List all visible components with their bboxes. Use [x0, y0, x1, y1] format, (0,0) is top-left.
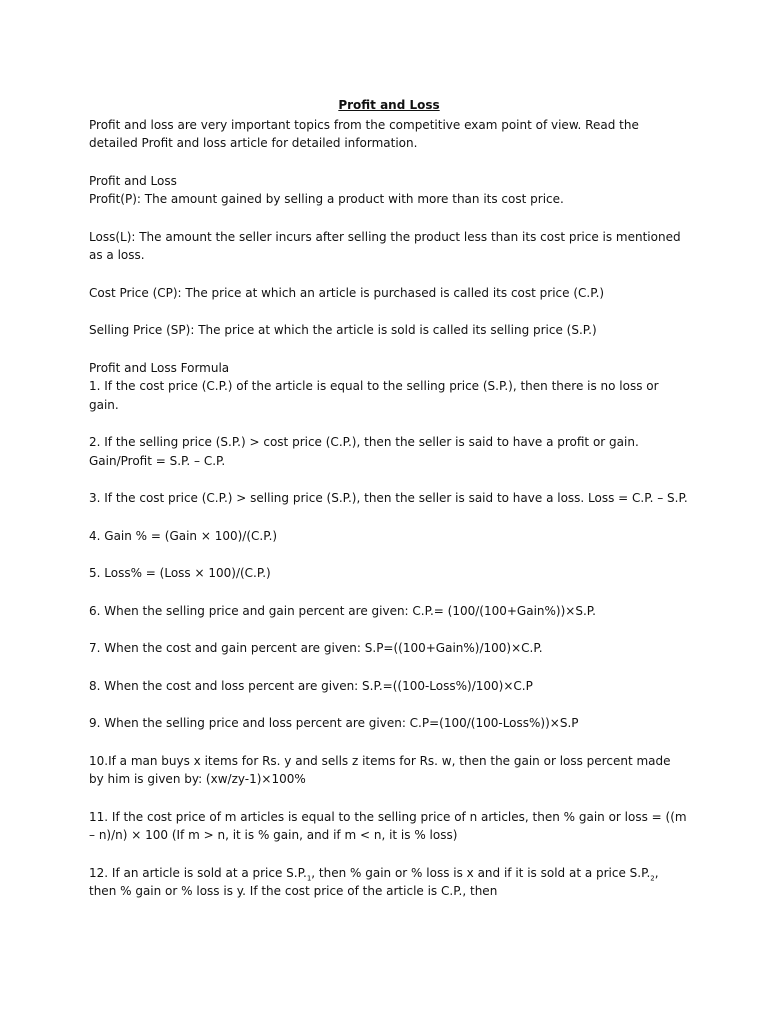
formula-item: 8. When the cost and loss percent are given: S.P.=((100-Loss%)/100)×C.P: [89, 678, 533, 693]
profit-definition: Profit(P): The amount gained by selling a product with more than its cost price.: [89, 192, 564, 206]
formula12-text: 12. If an article is sold at a price S.P.: [89, 865, 307, 880]
formula-item: 9. When the selling price and loss percent are given: C.P=(100/(100-Loss%))×S.P: [89, 716, 579, 730]
section-heading: Profit and Loss: [89, 173, 177, 188]
selling-price-definition: Selling Price (SP): The price at which the article is sold is called its selling price (S.P.): [89, 323, 597, 337]
formula12-text: , then % gain or % loss is y. If the cost price of the article is C.P., then: [89, 865, 659, 898]
formula-heading: Profit and Loss Formula: [89, 360, 230, 375]
formula-item: 10.If a man buys x items for Rs. y and sells z items for Rs. w, then the gain or loss percent made by him is given by: (xw/zy-1)×100%: [89, 753, 671, 786]
document-page: [89, 96, 689, 901]
formula-item: 7. When the cost and gain percent are given: S.P=((100+Gain%)/100)×C.P.: [89, 641, 543, 655]
formula12-text: , then % gain or % loss is x and if it is sold at a price S.P.: [311, 865, 651, 880]
formula-item: 5. Loss% = (Loss × 100)/(C.P.): [89, 566, 271, 580]
formula-item: 2. If the selling price (S.P.) > cost price (C.P.), then the seller is said to have a profit or gain.: [89, 435, 639, 449]
formula12-subscript: 1: [306, 873, 312, 882]
cost-price-definition: Cost Price (CP): The price at which an article is purchased is called its cost price (C.P.): [89, 285, 605, 300]
formula-item: 6. When the selling price and gain percent are given: C.P.= (100/(100+Gain%))×S.P.: [89, 603, 596, 618]
formula-item: Gain/Profit = S.P. – C.P.: [89, 453, 226, 468]
formula-item: 3. If the cost price (C.P.) > selling price (S.P.), then the seller is said to have a loss. Loss = C.P. – S.P.: [89, 491, 688, 505]
intro-paragraph: Profit and loss are very important topics from the competitive exam point of view. Read the detailed Profit and loss article for detailed information.: [89, 117, 639, 150]
loss-definition: Loss(L): The amount the seller incurs after selling the product less than its cost price is mentioned as a loss.: [89, 229, 681, 262]
formula-item: 11. If the cost price of m articles is equal to the selling price of n articles, then % gain or loss = ((m – n)/n) × 100 (If m > n, it is % gain, and if m < n, it is % loss): [89, 809, 687, 842]
formula12-subscript: 2: [650, 873, 655, 882]
formula-item: 4. Gain % = (Gain × 100)/(C.P.): [89, 528, 278, 543]
formula-item: 1. If the cost price (C.P.) of the article is equal to the selling price (S.P.), then there is no loss or gain.: [89, 379, 659, 412]
document-title: Profit and Loss: [338, 98, 440, 112]
formula-item-12: [89, 864, 689, 901]
